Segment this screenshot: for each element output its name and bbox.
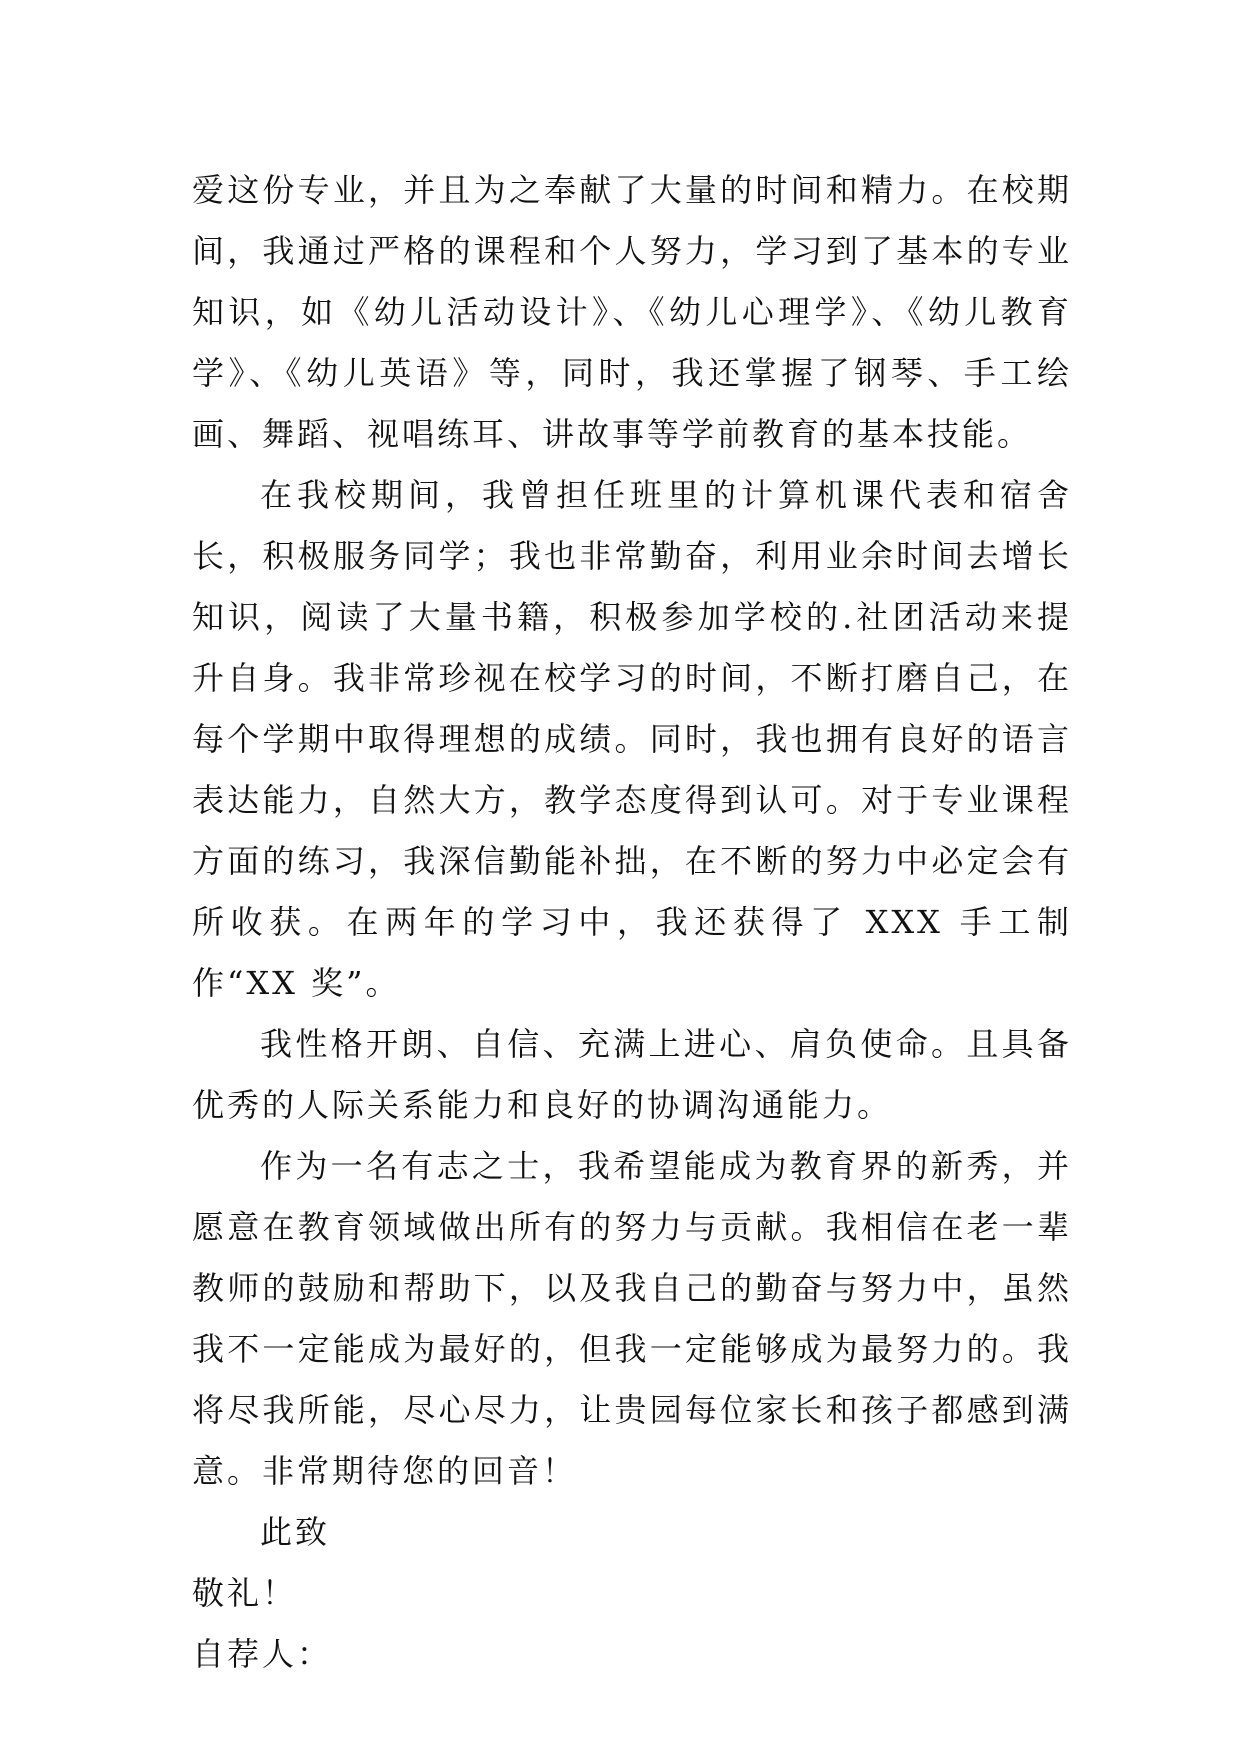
letter-body — [192, 160, 1072, 1685]
paragraph-aspiration: 作为一名有志之士，我希望能成为教育界的新秀，并愿意在教育领域做出所有的努力与贡献。我相信在老一辈教师的鼓励和帮助下，以及我自己的勤奋与努力中，虽然我不一定能成为最好的，但我一定能够成为最努力的。我将尽我所能，尽心尽力，让贵园每位家长和孩子都感到满意。非常期待您的回音！ — [192, 1147, 1072, 1490]
paragraph-skills: 爱这份专业，并且为之奉献了大量的时间和精力。在校期间，我通过严格的课程和个人努力，学习到了基本的专业知识，如《幼儿活动设计》、《幼儿心理学》、《幼儿教育学》、《幼儿英语》等，同时，我还掌握了钢琴、手工绘画、舞蹈、视唱练耳、讲故事等学前教育的基本技能。 — [192, 171, 1072, 453]
closing-regards: 敬礼！ — [192, 1574, 298, 1612]
paragraph-school-activities: 在我校期间，我曾担任班里的计算机课代表和宿舍长，积极服务同学；我也非常勤奋，利用业余时间去增长知识，阅读了大量书籍，积极参加学校的.社团活动来提升自身。我非常珍视在校学习的时间，不断打磨自己，在每个学期中取得理想的成绩。同时，我也拥有良好的语言表达能力，自然大方，教学态度得到认可。对于专业课程方面的练习，我深信勤能补拙，在不断的努力中必定会有所收获。在两年的学习中，我还获得了 XXX 手工制作“XX 奖”。 — [192, 476, 1072, 1002]
closing-salutation: 此致 — [260, 1513, 331, 1551]
signature-label: 自荐人： — [192, 1635, 333, 1673]
paragraph-personality: 我性格开朗、自信、充满上进心、肩负使命。且具备优秀的人际关系能力和良好的协调沟通能力。 — [192, 1025, 1072, 1124]
